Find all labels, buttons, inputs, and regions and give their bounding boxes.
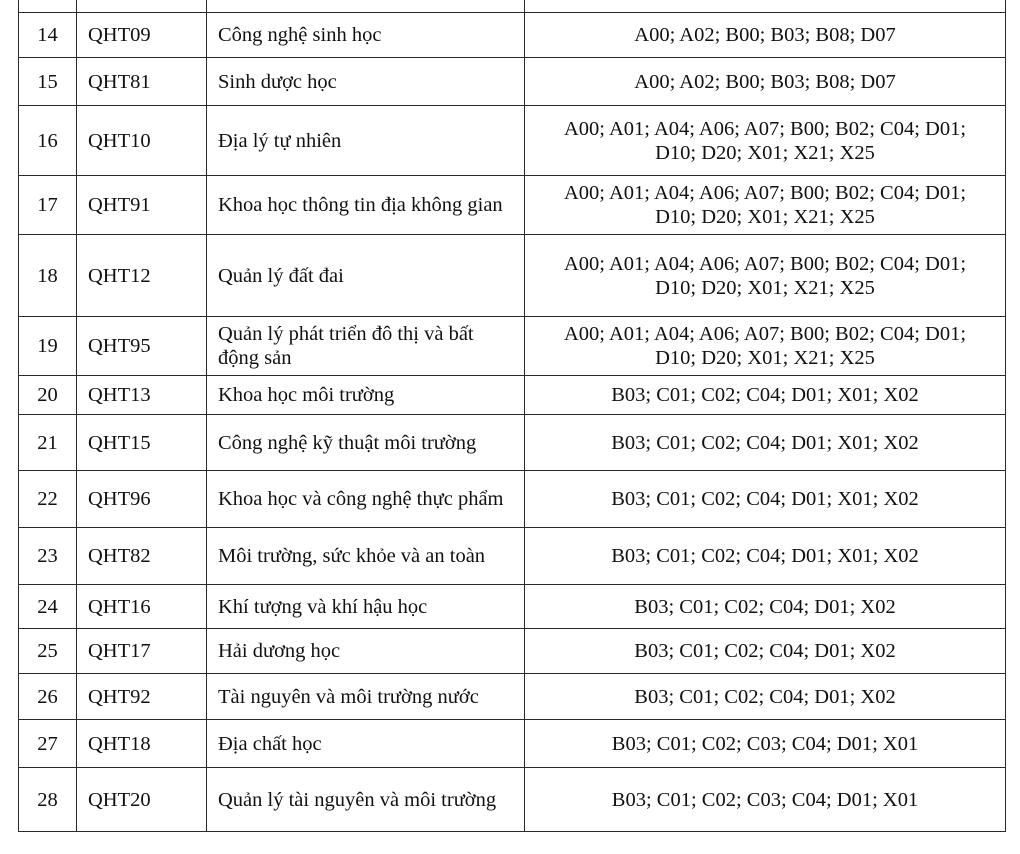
cell-name: Quản lý phát triển đô thị và bất động sản bbox=[207, 317, 525, 376]
cell-code: QHT96 bbox=[77, 471, 207, 528]
cell-code: QHT82 bbox=[77, 528, 207, 585]
cell-code: QHT91 bbox=[77, 176, 207, 235]
cell-name: Khí tượng và khí hậu học bbox=[207, 585, 525, 629]
table-row bbox=[19, 58, 1006, 106]
combo-line: B03; C01; C02; C04; D01; X01; X02 bbox=[611, 545, 919, 567]
cell-stt: 15 bbox=[19, 58, 77, 106]
combo-line: B03; C01; C02; C04; D01; X01; X02 bbox=[611, 488, 919, 510]
cell-code: QHT10 bbox=[77, 106, 207, 176]
cell-stt: 24 bbox=[19, 585, 77, 629]
cell-name: Địa lý tự nhiên bbox=[207, 106, 525, 176]
table-row bbox=[19, 13, 1006, 58]
cell-name: Môi trường, sức khỏe và an toàn bbox=[207, 528, 525, 585]
cell-combos bbox=[525, 528, 1006, 585]
cell-combos bbox=[525, 13, 1006, 58]
cell-stt: 20 bbox=[19, 376, 77, 415]
cell-name: Địa chất học bbox=[207, 720, 525, 768]
cell-stt: 21 bbox=[19, 415, 77, 471]
table-row bbox=[19, 471, 1006, 528]
table-row bbox=[19, 528, 1006, 585]
cell-name: Khoa học và công nghệ thực phẩm bbox=[207, 471, 525, 528]
admission-table bbox=[18, 0, 1006, 832]
table-row bbox=[19, 768, 1006, 832]
table-row bbox=[19, 629, 1006, 674]
table-row bbox=[19, 585, 1006, 629]
cell-code: QHT81 bbox=[77, 58, 207, 106]
cell-name: Khoa học thông tin địa không gian bbox=[207, 176, 525, 235]
cell-name: Khoa học môi trường bbox=[207, 376, 525, 415]
cell-combos bbox=[525, 415, 1006, 471]
cell-combos bbox=[525, 768, 1006, 832]
cell-code: QHT20 bbox=[77, 768, 207, 832]
combo-line: D10; D20; X01; X21; X25 bbox=[655, 276, 875, 299]
cell-combos bbox=[525, 0, 1006, 13]
combo-line: B03; C01; C02; C04; D01; X01; X02 bbox=[611, 384, 919, 406]
cell-code: QHT16 bbox=[77, 585, 207, 629]
cell-code: QHT15 bbox=[77, 415, 207, 471]
cell-stt: 14 bbox=[19, 13, 77, 58]
combo-line: B03; C01; C02; C03; C04; D01; X01 bbox=[611, 732, 919, 755]
cell-code bbox=[77, 0, 207, 13]
table-row-partial bbox=[19, 0, 1006, 13]
cell-stt: 19 bbox=[19, 317, 77, 376]
cell-stt: 17 bbox=[19, 176, 77, 235]
table-row bbox=[19, 674, 1006, 720]
cell-name: Quản lý đất đai bbox=[207, 235, 525, 317]
cell-combos bbox=[525, 720, 1006, 768]
cell-code: QHT12 bbox=[77, 235, 207, 317]
combo-line: A00; A01; A04; A06; A07; B00; B02; C04; D01; bbox=[563, 117, 967, 140]
table-row bbox=[19, 415, 1006, 471]
cell-combos bbox=[525, 471, 1006, 528]
combo-line: A00; A01; A04; A06; A07; B00; B02; C04; D01; bbox=[563, 182, 967, 204]
combo-line: B03; C01; C02; C04; D01; X02 bbox=[634, 595, 896, 618]
cell-stt: 22 bbox=[19, 471, 77, 528]
cell-stt bbox=[19, 0, 77, 13]
combo-line: A00; A01; A04; A06; A07; B00; B02; C04; D01; bbox=[563, 252, 967, 275]
cell-combos bbox=[525, 674, 1006, 720]
admission-table-container bbox=[18, 0, 1005, 832]
cell-combos bbox=[525, 629, 1006, 674]
cell-combos bbox=[525, 176, 1006, 235]
cell-code: QHT09 bbox=[77, 13, 207, 58]
cell-stt: 18 bbox=[19, 235, 77, 317]
table-row bbox=[19, 376, 1006, 415]
cell-code: QHT17 bbox=[77, 629, 207, 674]
combo-line: B03; C01; C02; C04; D01; X02 bbox=[634, 685, 896, 708]
table-body bbox=[19, 0, 1006, 832]
cell-name: Tài nguyên và môi trường nước bbox=[207, 674, 525, 720]
cell-combos bbox=[525, 235, 1006, 317]
table-row bbox=[19, 720, 1006, 768]
cell-combos bbox=[525, 376, 1006, 415]
combo-line: B03; C01; C02; C04; D01; X01; X02 bbox=[611, 431, 919, 454]
cell-combos bbox=[525, 317, 1006, 376]
cell-name: Công nghệ kỹ thuật môi trường bbox=[207, 415, 525, 471]
cell-name: Sinh dược học bbox=[207, 58, 525, 106]
cell-stt: 27 bbox=[19, 720, 77, 768]
cell-combos bbox=[525, 585, 1006, 629]
combo-line: D10; D20; X01; X21; X25 bbox=[655, 347, 875, 369]
cell-code: QHT18 bbox=[77, 720, 207, 768]
combo-line: D10; D20; X01; X21; X25 bbox=[655, 206, 875, 228]
table-row bbox=[19, 235, 1006, 317]
combo-line: B03; C01; C02; C04; D01; X02 bbox=[634, 640, 896, 662]
cell-name: Công nghệ sinh học bbox=[207, 13, 525, 58]
combo-line: A00; A01; A04; A06; A07; B00; B02; C04; D01; bbox=[563, 323, 967, 345]
table-row bbox=[19, 317, 1006, 376]
cell-name: Quản lý tài nguyên và môi trường bbox=[207, 768, 525, 832]
cell-combos bbox=[525, 58, 1006, 106]
cell-name bbox=[207, 0, 525, 13]
cell-combos bbox=[525, 106, 1006, 176]
combo-line: A00; A02; B00; B03; B08; D07 bbox=[634, 24, 896, 46]
table-row bbox=[19, 176, 1006, 235]
cell-stt: 23 bbox=[19, 528, 77, 585]
cell-code: QHT13 bbox=[77, 376, 207, 415]
cell-stt: 26 bbox=[19, 674, 77, 720]
cell-code: QHT95 bbox=[77, 317, 207, 376]
cell-stt: 25 bbox=[19, 629, 77, 674]
table-row bbox=[19, 106, 1006, 176]
cell-stt: 28 bbox=[19, 768, 77, 832]
combo-line: D10; D20; X01; X21; X25 bbox=[655, 141, 875, 164]
combo-line: A00; A02; B00; B03; B08; D07 bbox=[634, 70, 896, 93]
combo-line: B03; C01; C02; C03; C04; D01; X01 bbox=[611, 788, 919, 811]
cell-stt: 16 bbox=[19, 106, 77, 176]
cell-code: QHT92 bbox=[77, 674, 207, 720]
cell-name: Hải dương học bbox=[207, 629, 525, 674]
